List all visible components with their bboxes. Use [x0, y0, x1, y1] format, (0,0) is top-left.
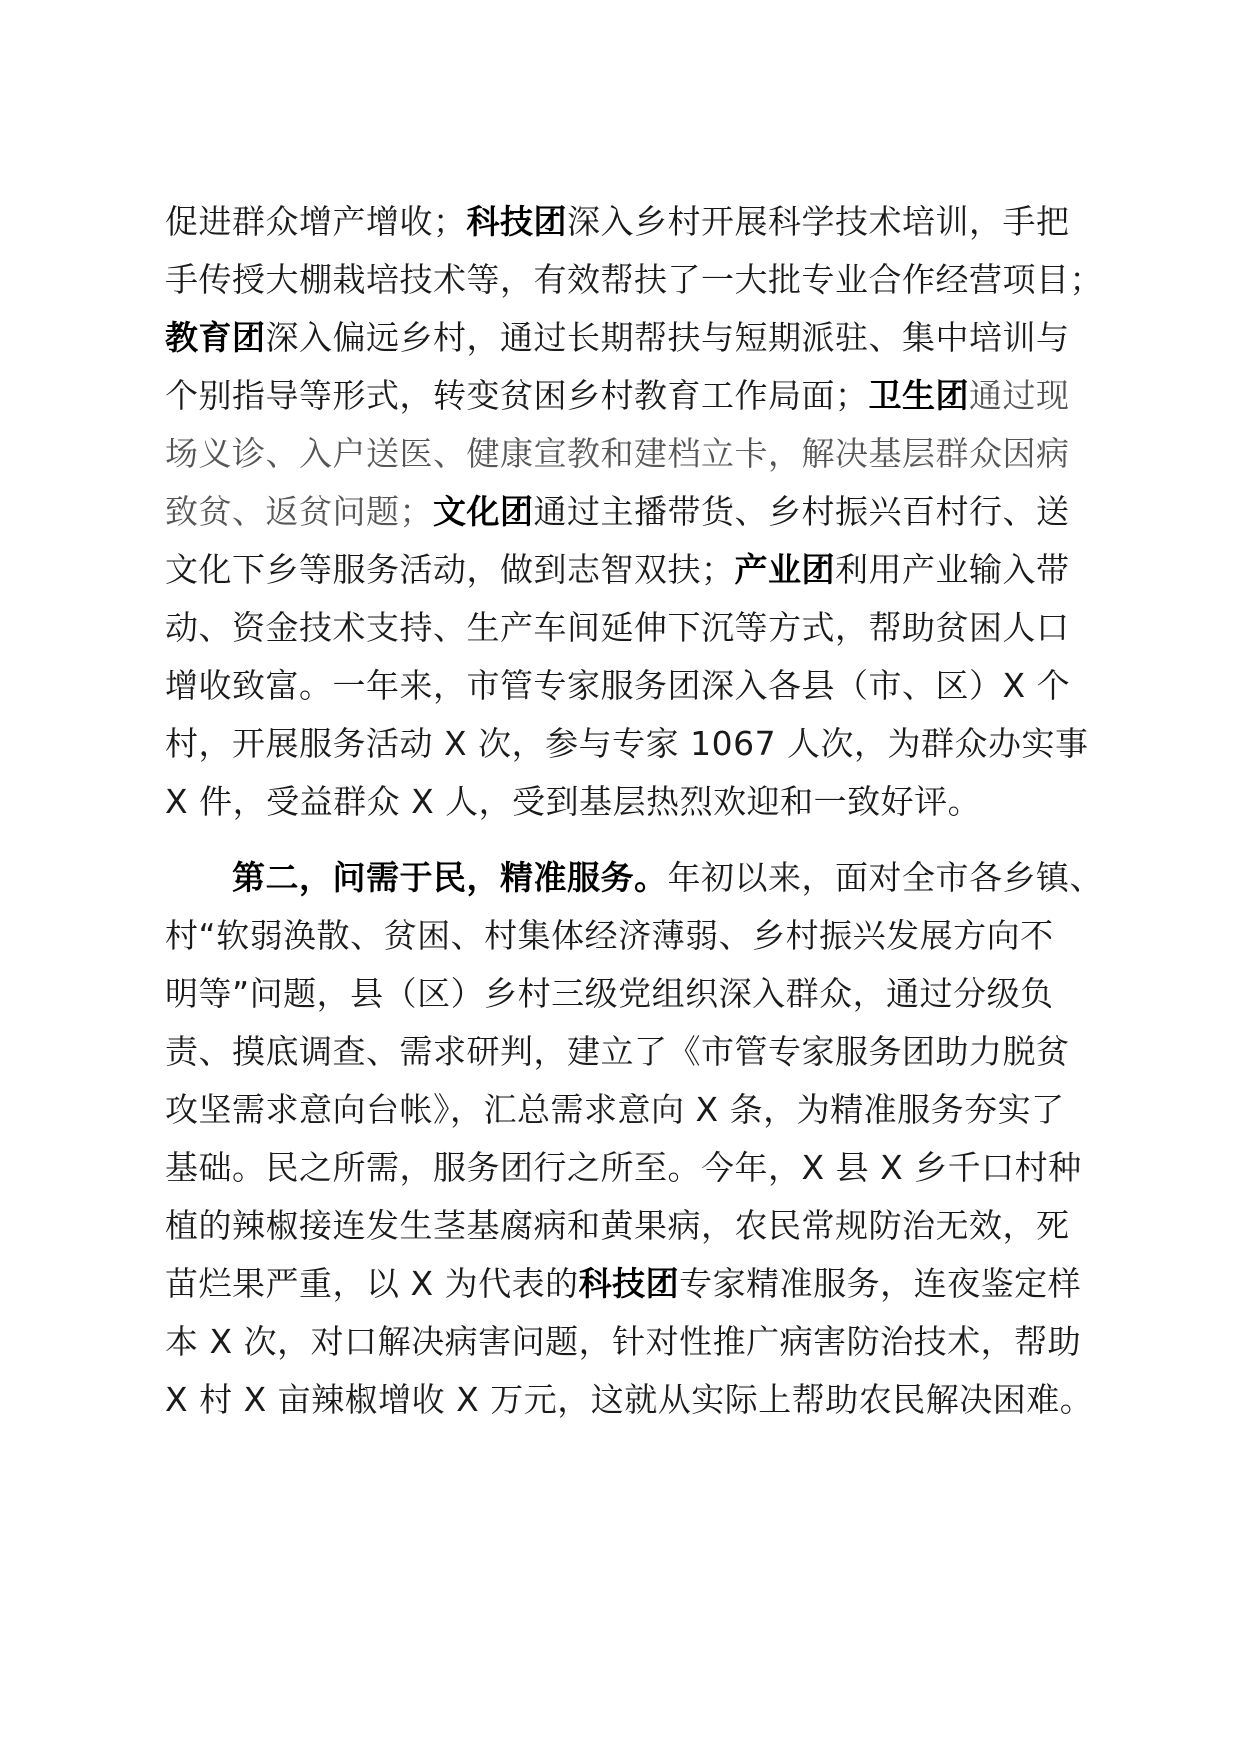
text-run: 本 X 次，对口解决病害问题，针对性推广病害防治技术，帮助 — [165, 1322, 1082, 1361]
text-run: 致贫、返贫问题； — [165, 492, 433, 531]
paragraph-2-line-2 — [165, 916, 1054, 956]
text-run: 苗烂果严重，以 X 为代表的 — [165, 1264, 579, 1303]
bold-term-chanye: 产业团 — [734, 550, 835, 589]
text-run: 村“软弱涣散、贫困、村集体经济薄弱、乡村振兴发展方向不 — [165, 916, 1054, 955]
text-run: 利用产业输入带 — [835, 550, 1070, 589]
paragraph-1-line-4 — [165, 376, 1070, 416]
text-run: X 件，受益群众 X 人，受到基层热烈欢迎和一致好评。 — [165, 782, 982, 821]
text-run: 增收致富。一年来，市管专家服务团深入各县（市、区）X 个 — [165, 666, 1071, 705]
paragraph-1-line-6 — [165, 492, 1070, 532]
text-run: 动、资金技术支持、生产车间延伸下沉等方式，帮助贫困人口 — [165, 608, 1070, 647]
paragraph-1-line-9 — [165, 666, 1070, 706]
text-run: 深入乡村开展科学技术培训，手把 — [567, 202, 1070, 241]
text-run: 责、摸底调查、需求研判，建立了《市管专家服务团助力脱贫 — [165, 1032, 1070, 1071]
text-run: 通过主播带货、乡村振兴百村行、送 — [533, 492, 1070, 531]
paragraph-2-line-8 — [165, 1264, 1081, 1304]
paragraph-2-line-1 — [232, 858, 1103, 898]
text-run: 深入偏远乡村，通过长期帮扶与短期派驻、集中培训与 — [265, 318, 1070, 357]
text-run: 场义诊、入户送医、健康宣教和建档立卡，解决基层群众因病 — [165, 434, 1070, 473]
section-heading-second: 第二，问需于民，精准服务。 — [232, 858, 668, 897]
bold-term-weisheng: 卫生团 — [868, 376, 969, 415]
text-run: 植的辣椒接连发生茎基腐病和黄果病，农民常规防治无效，死 — [165, 1206, 1070, 1245]
paragraph-1-line-8 — [165, 608, 1070, 648]
paragraph-2-line-9 — [165, 1322, 1081, 1362]
text-run: 专家精准服务，连夜鉴定样 — [679, 1264, 1082, 1303]
text-run: 明等”问题，县（区）乡村三级党组织深入群众，通过分级负 — [165, 974, 1054, 1013]
paragraph-1-line-10 — [165, 724, 1089, 764]
paragraph-1-line-1 — [165, 202, 1070, 242]
text-run: 基础。民之所需，服务团行之所至。今年，X 县 X 乡千口村种 — [165, 1148, 1082, 1187]
paragraph-2-line-5 — [165, 1090, 1065, 1130]
text-run: 攻坚需求意向台帐》，汇总需求意向 X 条，为精准服务夯实了 — [165, 1090, 1065, 1129]
bold-term-keji: 科技团 — [466, 202, 567, 241]
paragraph-1-line-5 — [165, 434, 1070, 474]
paragraph-1-line-7 — [165, 550, 1070, 590]
paragraph-2-line-10 — [165, 1380, 1093, 1420]
text-run: 通过现 — [969, 376, 1070, 415]
text-run: X 村 X 亩辣椒增收 X 万元，这就从实际上帮助农民解决困难。 — [165, 1380, 1094, 1419]
text-run: 手传授大棚栽培技术等，有效帮扶了一大批专业合作经营项目； — [165, 260, 1103, 299]
text-run: 促进群众增产增收； — [165, 202, 467, 241]
text-run: 村，开展服务活动 X 次，参与专家 1067 人次，为群众办实事 — [165, 724, 1089, 763]
bold-term-jiaoyu: 教育团 — [165, 318, 266, 357]
paragraph-2-line-4 — [165, 1032, 1070, 1072]
paragraph-1-line-3 — [165, 318, 1070, 358]
paragraph-2-line-6 — [165, 1148, 1082, 1188]
text-run: 个别指导等形式，转变贫困乡村教育工作局面； — [165, 376, 869, 415]
text-run: 年初以来，面对全市各乡镇、 — [667, 858, 1103, 897]
paragraph-2-line-3 — [165, 974, 1054, 1014]
paragraph-1-line-11 — [165, 782, 981, 822]
bold-term-wenhua: 文化团 — [433, 492, 534, 531]
paragraph-1-line-2 — [165, 260, 1103, 300]
paragraph-2-line-7 — [165, 1206, 1070, 1246]
bold-term-keji: 科技团 — [578, 1264, 680, 1303]
text-run: 文化下乡等服务活动，做到志智双扶； — [165, 550, 735, 589]
